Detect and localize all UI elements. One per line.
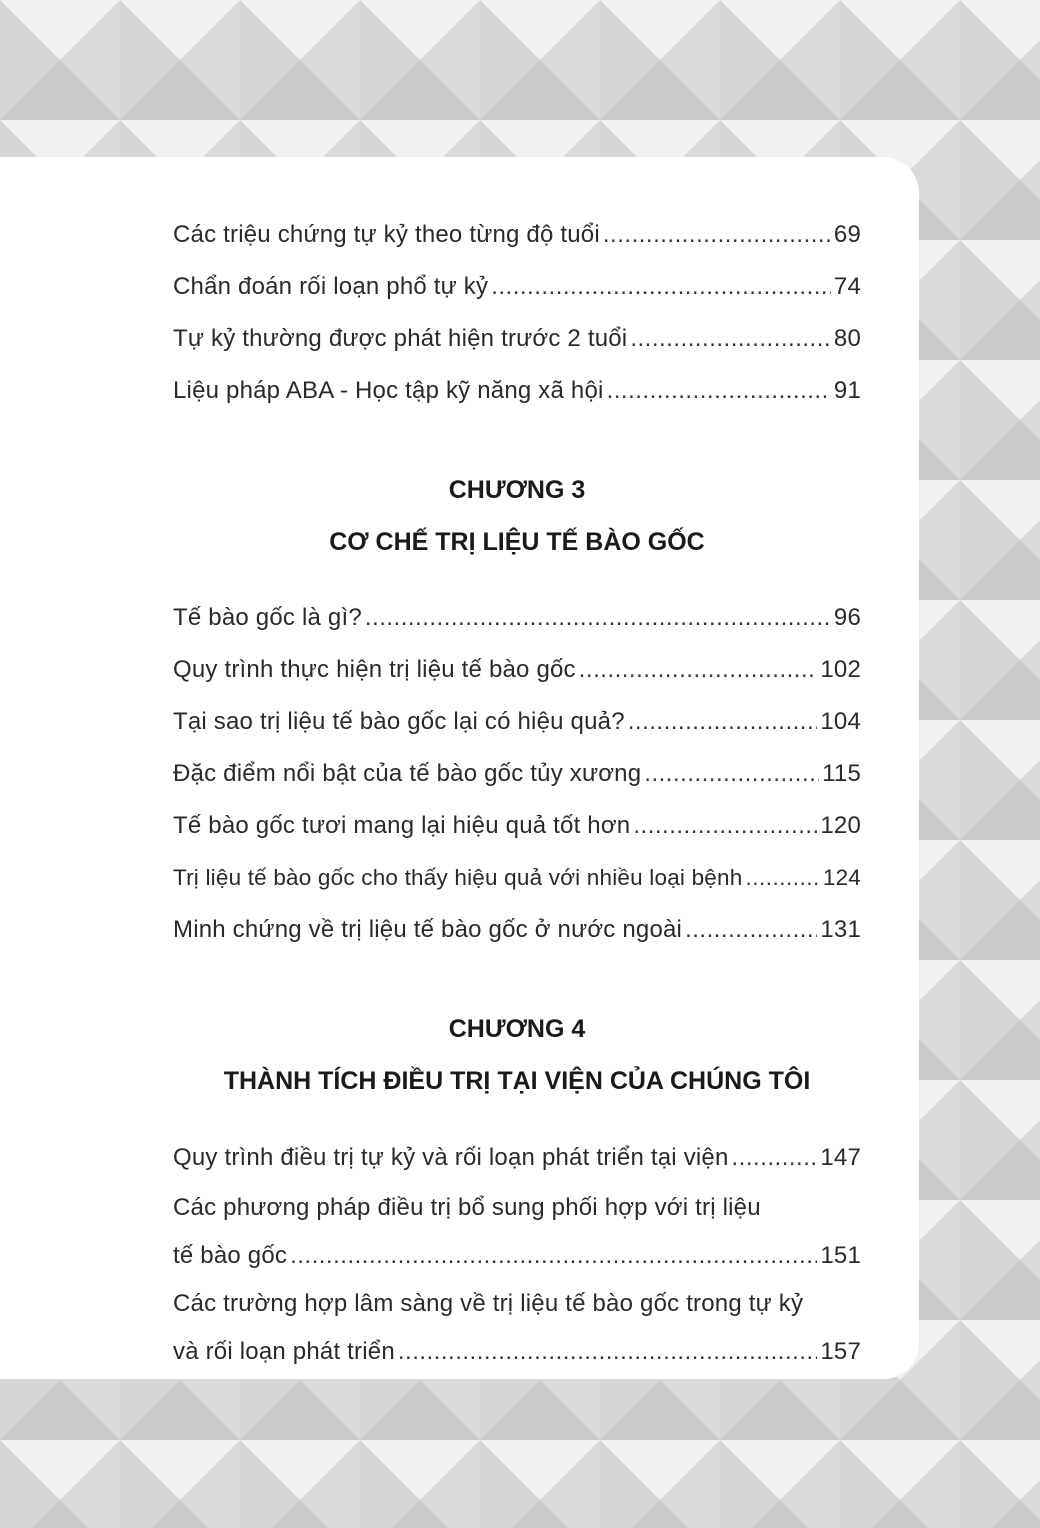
leader-dots — [398, 1328, 817, 1376]
toc-entry[interactable] — [173, 748, 861, 800]
toc-entry-page: 91 — [833, 377, 861, 404]
toc-entry-title: Quy trình điều trị tự kỷ và rối loạn phát triển tại viện — [173, 1144, 729, 1171]
toc-entry-page: 69 — [833, 221, 861, 248]
toc-entry[interactable] — [173, 1184, 861, 1280]
toc-entry-title: Đặc điểm nổi bật của tế bào gốc tủy xương — [173, 760, 642, 787]
toc-entry-title: Chẩn đoán rối loạn phổ tự kỷ — [173, 273, 489, 300]
chapter-number: CHƯƠNG 3 — [448, 476, 586, 504]
toc-section-top — [173, 209, 861, 417]
toc-entry[interactable] — [173, 800, 861, 852]
toc-entry[interactable] — [173, 592, 861, 644]
leader-dots — [630, 313, 831, 365]
toc-entry-page: 151 — [820, 1242, 861, 1269]
leader-dots — [365, 592, 831, 644]
leader-dots — [603, 209, 831, 261]
toc-entry-title: Tế bào gốc là gì? — [173, 604, 362, 631]
toc-entry-title-cont: tế bào gốc — [173, 1242, 288, 1269]
toc-entry-title: Các trường hợp lâm sàng về trị liệu tế bào gốc trong tự kỷ — [173, 1290, 804, 1317]
toc-entry-page: 96 — [833, 604, 861, 631]
toc-entry-line2 — [173, 1232, 861, 1280]
leader-dots — [579, 644, 818, 696]
toc-entry[interactable] — [173, 696, 861, 748]
toc-entry-page: 124 — [822, 865, 861, 890]
toc-entry-page: 131 — [820, 916, 861, 943]
toc-entry[interactable] — [173, 904, 861, 956]
leader-dots — [290, 1232, 817, 1280]
leader-dots — [491, 261, 831, 313]
toc-entry-title: Các phương pháp điều trị bổ sung phối hợp với trị liệu — [173, 1194, 761, 1221]
toc-entry-title: Trị liệu tế bào gốc cho thấy hiệu quả với nhiều loại bệnh — [173, 865, 743, 890]
toc-entry-page: 74 — [833, 273, 861, 300]
toc-entry-page: 157 — [820, 1338, 861, 1365]
toc-entry-title: Tự kỷ thường được phát hiện trước 2 tuổi — [173, 325, 628, 352]
toc-entry[interactable] — [173, 261, 861, 313]
chapter-title: CƠ CHẾ TRỊ LIỆU TẾ BÀO GỐC — [329, 528, 705, 556]
toc-entry-title: Các triệu chứng tự kỷ theo từng độ tuổi — [173, 221, 600, 248]
toc-entry[interactable] — [173, 644, 861, 696]
toc-entry-page: 115 — [822, 760, 861, 787]
toc-entry-title: Tế bào gốc tươi mang lại hiệu quả tốt hơn — [173, 812, 631, 839]
leader-dots — [607, 365, 831, 417]
leader-dots — [732, 1132, 818, 1184]
leader-dots — [745, 852, 819, 904]
chapter-title: THÀNH TÍCH ĐIỀU TRỊ TẠI VIỆN CỦA CHÚNG TÔI — [223, 1067, 811, 1095]
toc-entry[interactable] — [173, 209, 861, 261]
toc-entry-page: 120 — [820, 812, 861, 839]
toc-entry-page: 80 — [833, 325, 861, 352]
toc-entry[interactable] — [173, 313, 861, 365]
toc-entry[interactable] — [173, 365, 861, 417]
toc-entry-page: 102 — [820, 656, 861, 683]
toc-entry-line2 — [173, 1328, 861, 1376]
toc-section-chapter-4 — [173, 1132, 861, 1376]
toc-entry[interactable] — [173, 1132, 861, 1184]
toc-entry-page: 147 — [820, 1144, 861, 1171]
toc-section-chapter-3 — [173, 592, 861, 956]
toc-entry-page: 104 — [820, 708, 861, 735]
leader-dots — [633, 800, 817, 852]
chapter-3-heading — [173, 464, 861, 568]
toc-entry-title: Quy trình thực hiện trị liệu tế bào gốc — [173, 656, 576, 683]
chapter-number: CHƯƠNG 4 — [448, 1015, 586, 1043]
toc-entry[interactable] — [173, 852, 861, 904]
toc-entry-title: Tại sao trị liệu tế bào gốc lại có hiệu quả? — [173, 708, 625, 735]
leader-dots — [628, 696, 818, 748]
toc-entry-title: Liệu pháp ABA - Học tập kỹ năng xã hội — [173, 377, 604, 404]
chapter-4-heading — [173, 1003, 861, 1107]
toc-entry-title-cont: và rối loạn phát triển — [173, 1338, 395, 1365]
leader-dots — [685, 904, 817, 956]
toc-entry-title: Minh chứng về trị liệu tế bào gốc ở nước ngoài — [173, 916, 683, 943]
toc-entry[interactable] — [173, 1280, 861, 1376]
leader-dots — [644, 748, 819, 800]
